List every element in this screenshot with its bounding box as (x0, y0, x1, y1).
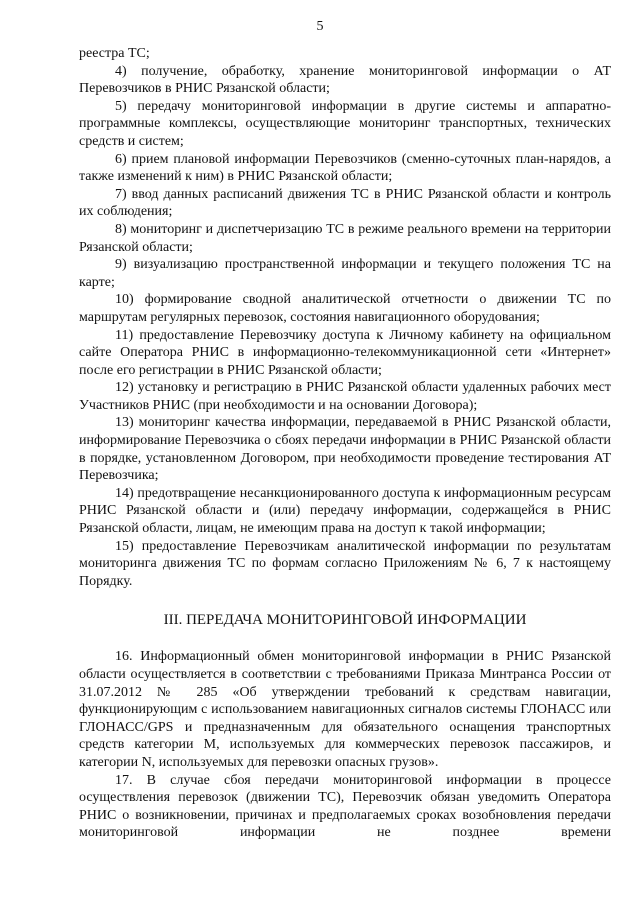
section-title: III. ПЕРЕДАЧА МОНИТОРИНГОВОЙ ИНФОРМАЦИИ (163, 612, 527, 629)
paragraph: 14) предотвращение несанкционированного доступа к информационным ресурсам РНИС Рязанской области и (или) передачу информации, содержащейся в РНИС Рязанской области, лицам, не имеющим права на доступ к такой информации; (79, 485, 611, 537)
paragraph: 4) получение, обработку, хранение мониторинговой информации о АТ Перевозчиков в РНИС Рязанской области; (79, 63, 611, 97)
paragraph: 10) формирование сводной аналитической отчетности о движении ТС по маршрутам регулярных перевозок, состояния навигационного оборудования; (79, 292, 611, 325)
paragraph: 6) прием плановой информации Перевозчиков (сменно-суточных план-нарядов, а также изменений к ним) в РНИС Рязанской области; (79, 151, 611, 185)
paragraph: 17. В случае сбоя передачи мониторинговой информации в процессе осуществления перевозок (движении ТС), Перевозчик обязан уведомить Оператора РНИС о возникновении, причинах и предполагаемых сроках возобновления передачи мониторинговой информации не позднее времени (79, 772, 611, 841)
paragraph: 16. Информационный обмен мониторинговой информации в РНИС Рязанской области осуществляется в соответствии с требованиями Приказа Минтранса России от 31.07.2012 № 285 «Об утверждении требований к средствам навигации, функционирующим с использованием навигационных сигналов системы ГЛОНАСС или ГЛОНАСС/GPS и предназначенным для обязательного оснащения транспортных средств категории М, используемых для коммерческих перевозок пассажиров, и категории N, используемых для перевозки опасных грузов». (79, 649, 611, 770)
paragraph: 8) мониторинг и диспетчеризацию ТС в режиме реального времени на территории Рязанской области; (79, 221, 611, 255)
paragraph: 12) установку и регистрацию в РНИС Рязанской области удаленных рабочих мест Участников РНИС (при необходимости и на основании Договора); (79, 380, 611, 413)
paragraph: 15) предоставление Перевозчикам аналитической информации по результатам мониторинга движения ТС по формам согласно Приложениям № 6, 7 к настоящему Порядку. (79, 538, 611, 589)
paragraph: 11) предоставление Перевозчику доступа к Личному кабинету на официальном сайте Оператора РНИС в информационно-телекоммуникационной сети «Интернет» после его регистрации в РНИС Рязанской области; (79, 327, 611, 378)
page-number: 5 (316, 19, 324, 34)
paragraph: 9) визуализацию пространственной информации и текущего положения ТС на карте; (79, 257, 611, 290)
paragraph: реестра ТС; (79, 46, 150, 61)
paragraph: 13) мониторинг качества информации, передаваемой в РНИС Рязанской области, информирование Перевозчика о сбоях передачи информации в РНИС Рязанской области в порядке, установленном Договором, при необходимости проведение тестирования АТ Перевозчика; (79, 415, 611, 484)
document-body (79, 45, 611, 842)
paragraph: 5) передачу мониторинговой информации в другие системы и аппаратно-программные комплексы, осуществляющие мониторинг транспортных, технических средств и систем; (79, 98, 611, 149)
paragraph: 7) ввод данных расписаний движения ТС в РНИС Рязанской области и контроль их соблюдения; (79, 186, 611, 220)
